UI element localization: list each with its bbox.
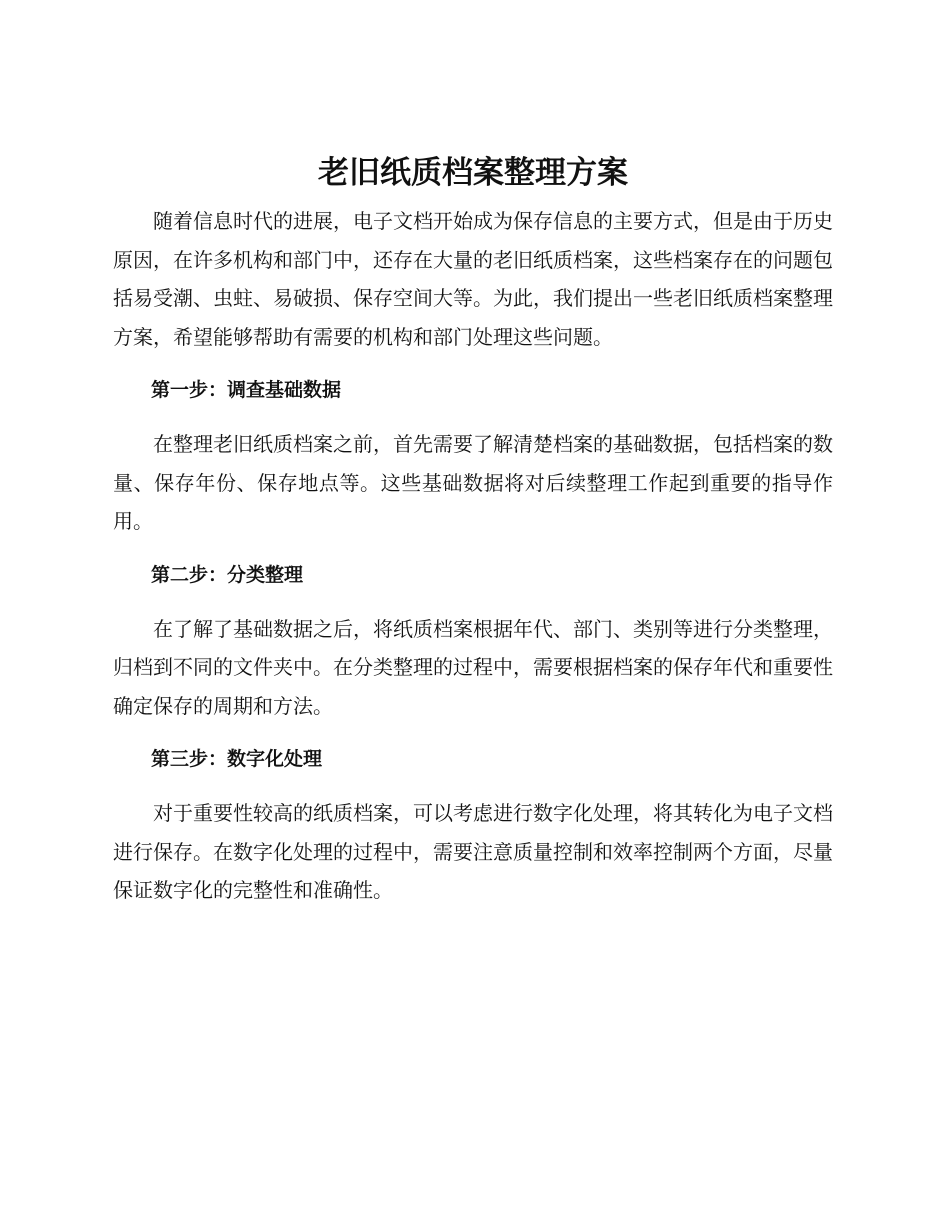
section-body-step-1: 在整理老旧纸质档案之前，首先需要了解清楚档案的基础数据，包括档案的数量、保存年份、保存地点等。这些基础数据将对后续整理工作起到重要的指导作用。	[113, 432, 833, 533]
section-heading-step-3: 第三步：数字化处理	[151, 748, 323, 770]
document-body	[113, 150, 833, 910]
document-title: 老旧纸质档案整理方案	[318, 155, 628, 191]
section-body-step-3: 对于重要性较高的纸质档案，可以考虑进行数字化处理，将其转化为电子文档进行保存。在数字化处理的过程中，需要注意质量控制和效率控制两个方面，尽量保证数字化的完整性和准确性。	[113, 801, 833, 902]
section-heading-step-1: 第一步：调查基础数据	[151, 379, 342, 401]
section-body-step-2: 在了解了基础数据之后，将纸质档案根据年代、部门、类别等进行分类整理，归档到不同的文件夹中。在分类整理的过程中，需要根据档案的保存年代和重要性确定保存的周期和方法。	[113, 616, 833, 718]
intro-paragraph: 随着信息时代的进展，电子文档开始成为保存信息的主要方式，但是由于历史原因，在许多机构和部门中，还存在大量的老旧纸质档案，这些档案存在的问题包括易受潮、虫蛀、易破损、保存空间大等。为此，我们提出一些老旧纸质档案整理方案，希望能够帮助有需要的机构和部门处理这些问题。	[113, 209, 833, 349]
section-heading-step-2: 第二步：分类整理	[151, 563, 304, 586]
